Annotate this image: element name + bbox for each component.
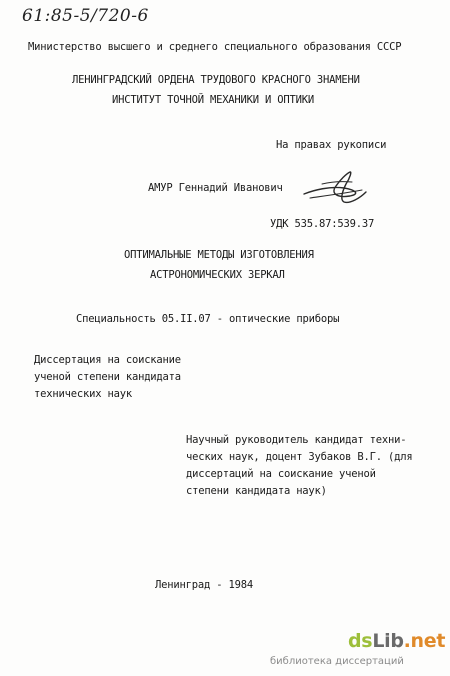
supervisor-line: степени кандидата наук) [186, 485, 327, 497]
dslib-watermark [270, 630, 445, 674]
dissertation-block [34, 352, 181, 403]
specialty: Специальность 05.II.07 - оптические приборы [76, 313, 340, 325]
city-year: Ленинград - 1984 [155, 579, 253, 591]
supervisor-line: Научный руководитель кандидат техни- [186, 434, 407, 446]
ministry-header: Министерство высшего и среднего специального образования СССР [28, 41, 402, 53]
dissertation-line: технических наук [34, 388, 132, 400]
logo-ds: ds [348, 630, 373, 652]
author-name: АМУР Геннадий Иванович [148, 182, 283, 194]
supervisor-line: диссертаций на соискание ученой [186, 468, 376, 480]
dslib-logo [348, 630, 445, 652]
logo-lib: Lib [372, 630, 404, 652]
institute-line-1: ЛЕНИНГРАДСКИЙ ОРДЕНА ТРУДОВОГО КРАСНОГО ЗНАМЕНИ [72, 74, 360, 86]
dissertation-line: ученой степени кандидата [34, 371, 181, 383]
udk-code: УДК 535.87:539.37 [270, 218, 375, 230]
dissertation-line: Диссертация на соискание [34, 354, 181, 366]
logo-net: .net [403, 630, 446, 652]
title-line-1: ОПТИМАЛЬНЫЕ МЕТОДЫ ИЗГОТОВЛЕНИЯ [124, 249, 314, 261]
signature-icon [300, 168, 372, 208]
archive-code: 61:85-5/720-6 [22, 6, 149, 26]
supervisor-line: ческих наук, доцент Зубаков В.Г. (для [186, 451, 413, 463]
institute-line-2: ИНСТИТУТ ТОЧНОЙ МЕХАНИКИ И ОПТИКИ [112, 94, 315, 106]
watermark-subtitle: библиотека диссертаций [270, 656, 404, 667]
manuscript-rights: На правах рукописи [276, 139, 387, 151]
supervisor-block [186, 432, 413, 500]
title-line-2: АСТРОНОМИЧЕСКИХ ЗЕРКАЛ [150, 269, 285, 281]
